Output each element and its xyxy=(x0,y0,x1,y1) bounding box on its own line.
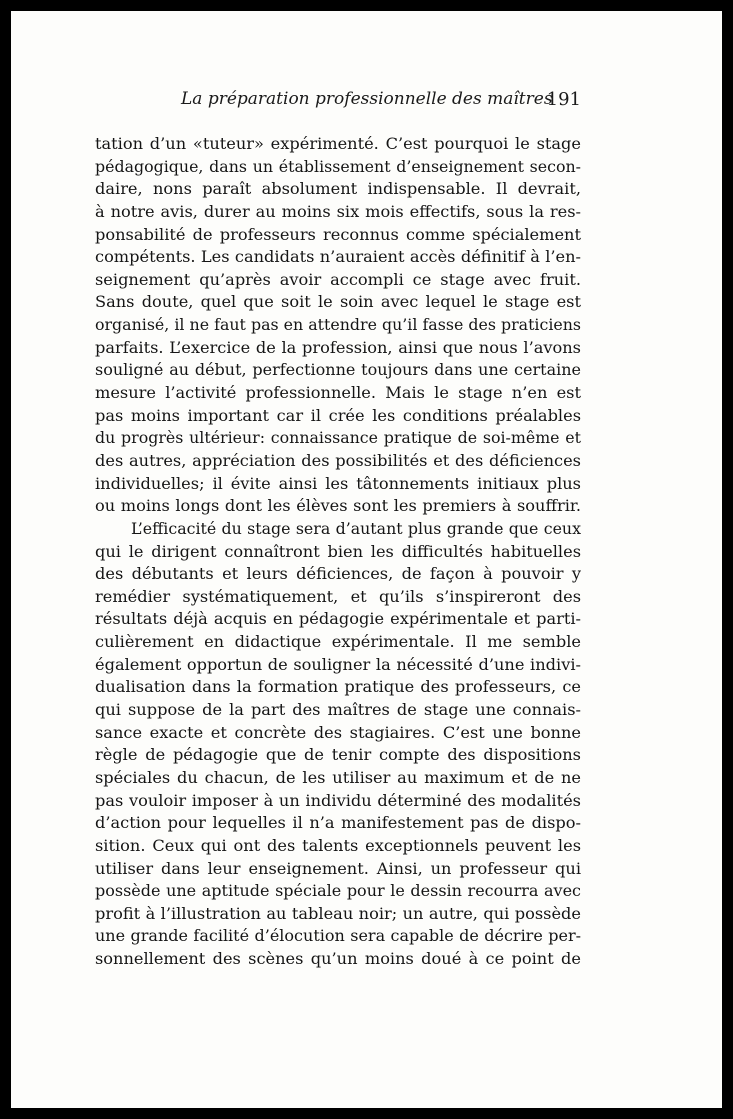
text-line: règle de pédagogie que de tenir compte des dispositions xyxy=(95,745,581,765)
text-line: seignement qu’après avoir accompli ce stage avec fruit. xyxy=(95,269,581,289)
text-line: compétents. Les candidats n’auraient accès définitif à l’en- xyxy=(95,247,581,267)
text-line: des débutants et leurs déficiences, de façon à pouvoir y xyxy=(95,564,581,584)
text-line: individuelles; il évite ainsi les tâtonnements initiaux plus xyxy=(95,473,581,493)
text-line: utiliser dans leur enseignement. Ainsi, un professeur qui xyxy=(95,858,581,878)
text-line: qui le dirigent connaîtront bien les difficultés habituelles xyxy=(95,541,581,561)
text-line: profit à l’illustration au tableau noir; un autre, qui possède xyxy=(95,903,581,923)
text-line: pédagogique, dans un établissement d’enseignement secon- xyxy=(95,156,581,176)
text-line: dualisation dans la formation pratique des professeurs, ce xyxy=(95,677,581,697)
text-line: pas moins important car il crée les conditions préalables xyxy=(95,405,581,425)
text-line: sance exacte et concrète des stagiaires. C’est une bonne xyxy=(95,722,581,742)
text-line: organisé, il ne faut pas en attendre qu’il fasse des praticiens xyxy=(95,315,581,335)
text-line: ou moins longs dont les élèves sont les premiers à souffrir. xyxy=(95,496,581,516)
text-line: daire, nons paraît absolument indispensable. Il devrait, xyxy=(95,179,581,199)
paragraph-2 xyxy=(95,518,581,971)
text-line: pas vouloir imposer à un individu déterminé des modalités xyxy=(95,790,581,810)
text-line: sition. Ceux qui ont des talents exceptionnels peuvent les xyxy=(95,835,581,855)
text-line: résultats déjà acquis en pédagogie expérimentale et parti- xyxy=(95,609,581,629)
text-line: également opportun de souligner la nécessité d’une indivi- xyxy=(95,654,581,674)
text-line: mesure l’activité professionnelle. Mais le stage n’en est xyxy=(95,383,581,403)
text-line: souligné au début, perfectionne toujours dans une certaine xyxy=(95,360,581,380)
text-line: possède une aptitude spéciale pour le dessin recourra avec xyxy=(95,881,581,901)
text-line: d’action pour lequelles il n’a manifestement pas de dispo- xyxy=(95,813,581,833)
text-line: Sans doute, quel que soit le soin avec lequel le stage est xyxy=(95,292,581,312)
running-header xyxy=(171,87,581,113)
body-text xyxy=(95,133,581,971)
book-page xyxy=(11,11,722,1108)
text-line: spéciales du chacun, de les utiliser au maximum et de ne xyxy=(95,767,581,787)
text-line: des autres, appréciation des possibilités et des déficiences xyxy=(95,450,581,470)
text-line: remédier systématiquement, et qu’ils s’inspireront des xyxy=(95,586,581,606)
text-line: une grande facilité d’élocution sera capable de décrire per- xyxy=(95,926,581,946)
text-line: parfaits. L’exercice de la profession, ainsi que nous l’avons xyxy=(95,337,581,357)
text-line: sonnellement des scènes qu’un moins doué à ce point de xyxy=(95,949,581,969)
page-number: 191 xyxy=(546,89,581,110)
text-line: L’efficacité du stage sera d’autant plus grande que ceux xyxy=(131,518,581,538)
text-line: tation d’un «tuteur» expérimenté. C’est pourquoi le stage xyxy=(95,134,581,153)
text-line: culièrement en didactique expérimentale. Il me semble xyxy=(95,632,581,652)
paragraph-1 xyxy=(95,133,581,518)
text-line: qui suppose de la part des maîtres de stage une connais- xyxy=(95,700,581,720)
text-line: du progrès ultérieur: connaissance pratique de soi-même et xyxy=(95,428,581,448)
text-line: à notre avis, durer au moins six mois effectifs, sous la res- xyxy=(95,201,581,221)
running-title: La préparation professionnelle des maîtres xyxy=(181,89,553,109)
text-line: ponsabilité de professeurs reconnus comme spécialement xyxy=(95,224,581,244)
